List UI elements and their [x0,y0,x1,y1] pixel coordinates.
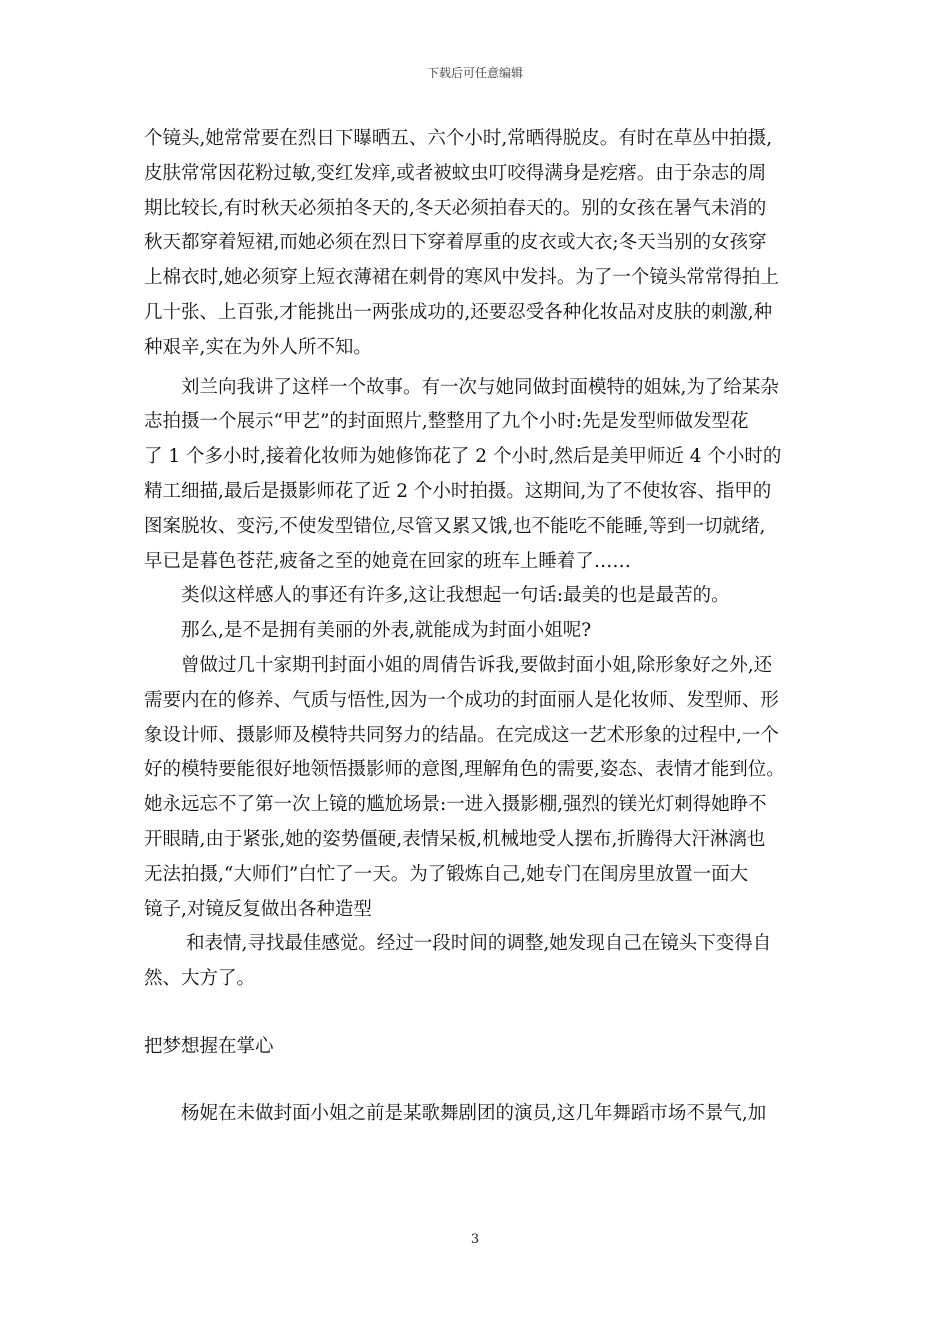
text-line: 几十张、上百张,才能挑出一两张成功的,还要忍受各种化妆品对皮肤的刺激,种 [144,301,773,323]
text-line: 上棉衣时,她必须穿上短衣薄裙在刺骨的寒风中发抖。为了一个镜头常常得拍上 [144,267,779,289]
text-line: 秋天都穿着短裙,而她必须在烈日下穿着厚重的皮衣或大衣;冬天当别的女孩穿 [144,232,767,254]
text-line: 种艰辛,实在为外人所不知。 [144,336,372,358]
text-line: 无法拍摄,“大师们”白忙了一天。为了锻炼自己,她专门在闺房里放置一面大 [144,863,749,885]
text-line: 需要内在的修养、气质与悟性,因为一个成功的封面丽人是化妆师、发型师、形 [144,689,779,711]
paragraph [144,927,812,997]
text-line: 和表情,寻找最佳感觉。经过一段时间的调整,她发现自己在镜头下变得自 [186,933,772,955]
text-line: 皮肤常常因花粉过敏,变红发痒,或者被蚊虫叮咬得满身是疙瘩。由于杂志的周 [144,162,767,184]
text-line: 镜子,对镜反复做出各种造型 [144,898,372,920]
paragraph [144,122,812,366]
paragraph [144,649,812,927]
text-line: 她永远忘不了第一次上镜的尴尬场景:一进入摄影棚,强烈的镁光灯刺得她睁不 [144,794,767,816]
text-line: 刘兰向我讲了这样一个故事。有一次与她同做封面模特的姐妹,为了给某杂 [181,376,779,398]
text-line: 志拍摄一个展示“甲艺”的封面照片,整整用了九个小时:先是发型师做发型花 [144,411,749,433]
text-line: 杨妮在未做封面小姐之前是某歌舞剧团的演员,这几年舞蹈市场不景气,加 [181,1102,767,1124]
body-text [144,122,812,1132]
text-line: 期比较长,有时秋天必须拍冬天的,冬天必须拍春天的。别的女孩在暑气未消的 [144,197,767,219]
text-line: 好的模特要能很好地领悟摄影师的意图,理解角色的需要,姿态、表情才能到位。 [144,759,785,781]
text-line: 开眼睛,由于紧张,她的姿势僵硬,表情呆板,机械地受人摆布,折腾得大汗淋漓也 [144,828,766,850]
text-line: 类似这样感人的事还有许多,这让我想起一句话:最美的也是最苦的。 [181,585,730,607]
text-line: 图案脱妆、变污,不使发型错位,尽管又累又饿,也不能吃不能睡,等到一切就绪, [144,515,766,537]
text-line: 然、大方了。 [144,968,256,990]
paragraph [144,614,812,649]
page-number: 3 [470,1232,480,1247]
section-heading: 把梦想握在掌心 [144,1035,274,1057]
text-line: 象设计师、摄影师及模特共同努力的结晶。在完成这一艺术形象的过程中,一个 [144,724,779,746]
text-line: 那么,是不是拥有美丽的外表,就能成为封面小姐呢? [181,620,592,642]
paragraph [144,1097,812,1132]
paragraph [144,579,812,614]
text-line: 个镜头,她常常要在烈日下曝晒五、六个小时,常晒得脱皮。有时在草丛中拍摄, [144,128,773,149]
paragraph [144,371,812,580]
text-line: 早已是暮色苍茫,疲备之至的她竟在回家的班车上睡着了…… [144,550,631,572]
page-header: 下载后可任意编辑 [426,66,523,80]
text-line: 精工细描,最后是摄影师花了近 2 个小时拍摄。这期间,为了不使妆容、指甲的 [144,480,772,502]
text-line: 了 1 个多小时,接着化妆师为她修饰花了 2 个小时,然后是美甲师近 4 个小时的 [144,446,782,468]
text-line: 曾做过几十家期刊封面小姐的周倩告诉我,要做封面小姐,除形象好之外,还 [181,654,773,676]
